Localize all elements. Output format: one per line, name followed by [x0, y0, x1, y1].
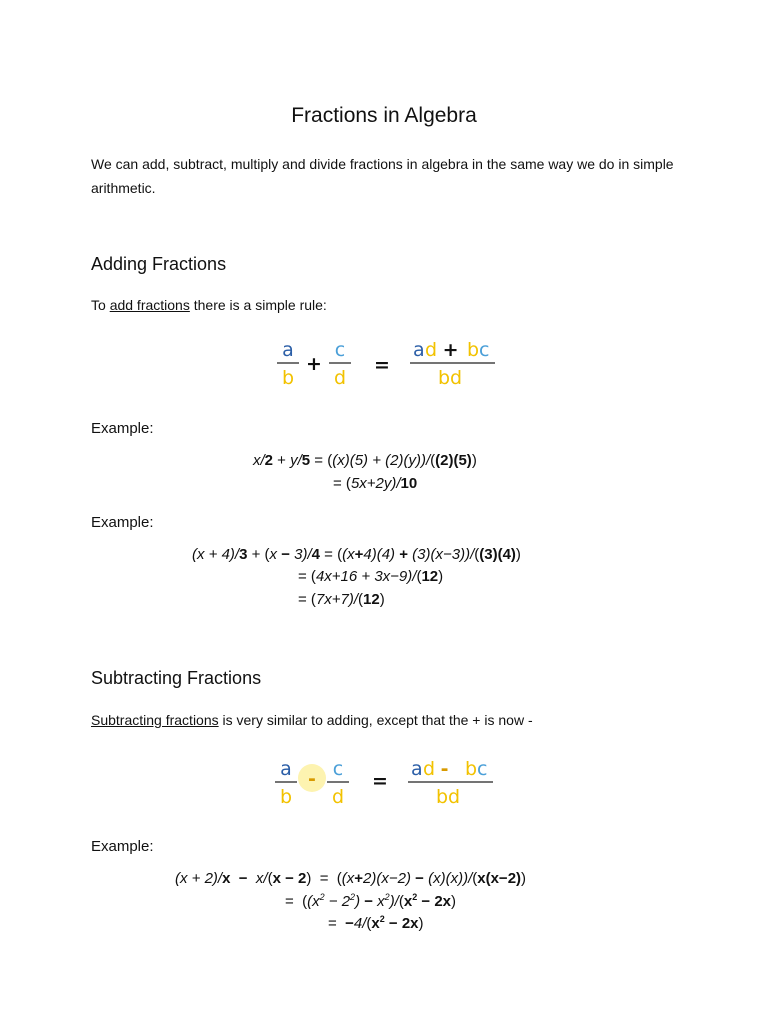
subtracting-heading: Subtracting Fractions	[91, 668, 262, 688]
formula-d: d	[333, 367, 347, 389]
example-1-line-2: = (5x+2y)/10	[333, 475, 418, 492]
sub-formula-num-a: a	[411, 758, 423, 780]
formula-c: c	[334, 339, 346, 361]
example-2-line-1: (x + 4)/3 + (x − 3)/4 = ((x+4)(4) + (3)(x−3))/((3)(4))	[192, 546, 521, 563]
sub-formula-num-c: c	[477, 758, 488, 780]
example-2-line-2: = (4x+16 + 3x−9)/(12)	[298, 568, 444, 585]
formula-a: a	[282, 339, 294, 361]
intro-paragraph: We can add, subtract, multiply and divide fractions in algebra in the same way we do in simple arithmetic.	[91, 156, 674, 196]
formula-den-b: b	[438, 367, 451, 389]
sub-formula-a: a	[280, 758, 292, 780]
sub-formula-num-d: d	[423, 758, 436, 780]
example-1-label: Example:	[91, 420, 154, 437]
example-3-line-1: (x + 2)/x − x/(x − 2) = ((x+2)(x−2) − (x)(x))/(x(x−2))	[175, 870, 527, 887]
subtracting-formula	[266, 755, 506, 811]
sub-formula-den-b: b	[436, 786, 449, 808]
adding-rule-suffix: there is a simple rule:	[189, 297, 327, 313]
page-title: Fractions in Algebra	[291, 104, 477, 127]
formula-equals: =	[374, 354, 390, 376]
subtracting-rule	[91, 708, 691, 732]
sub-formula-b: b	[279, 786, 293, 808]
adding-rule	[91, 293, 691, 317]
sub-formula-op: -	[308, 768, 316, 790]
example-3-label: Example:	[91, 838, 154, 855]
formula-den-d: d	[450, 367, 463, 389]
example-3-line-2: = $((x^2 - 2^2) - x^2)/(x^2 - 2x)$	[285, 892, 456, 910]
formula-num-a: a	[413, 339, 425, 361]
sub-formula-d: d	[331, 786, 345, 808]
sub-formula-num-op: -	[434, 758, 456, 780]
formula-op: +	[306, 353, 322, 375]
subtracting-rule-suffix: is very similar to adding, except that the + is now -	[218, 712, 533, 728]
example-3-line-3: = $-4/(x^2 - 2x)$	[328, 914, 424, 932]
sub-formula-equals: =	[372, 770, 388, 792]
sub-formula-den-d: d	[448, 786, 461, 808]
adding-heading: Adding Fractions	[91, 254, 227, 274]
formula-num-d: d	[425, 339, 438, 361]
formula-b: b	[281, 367, 295, 389]
formula-num-b: b	[467, 339, 480, 361]
adding-rule-prefix: To	[91, 297, 110, 313]
formula-num-c: c	[479, 339, 490, 361]
example-2-line-3: = (7x+7)/(12)	[298, 591, 385, 608]
sub-formula-c: c	[332, 758, 344, 780]
subtracting-fractions-link[interactable]: Subtracting fractions	[91, 712, 219, 728]
add-fractions-link[interactable]: add fractions	[109, 297, 190, 313]
example-1-line-1: x/2 + y/5 = ((x)(5) + (2)(y))/((2)(5))	[253, 452, 477, 469]
adding-formula	[268, 336, 508, 392]
formula-num-op: +	[436, 339, 466, 361]
example-2-label: Example:	[91, 514, 154, 531]
sub-formula-num-b: b	[465, 758, 478, 780]
